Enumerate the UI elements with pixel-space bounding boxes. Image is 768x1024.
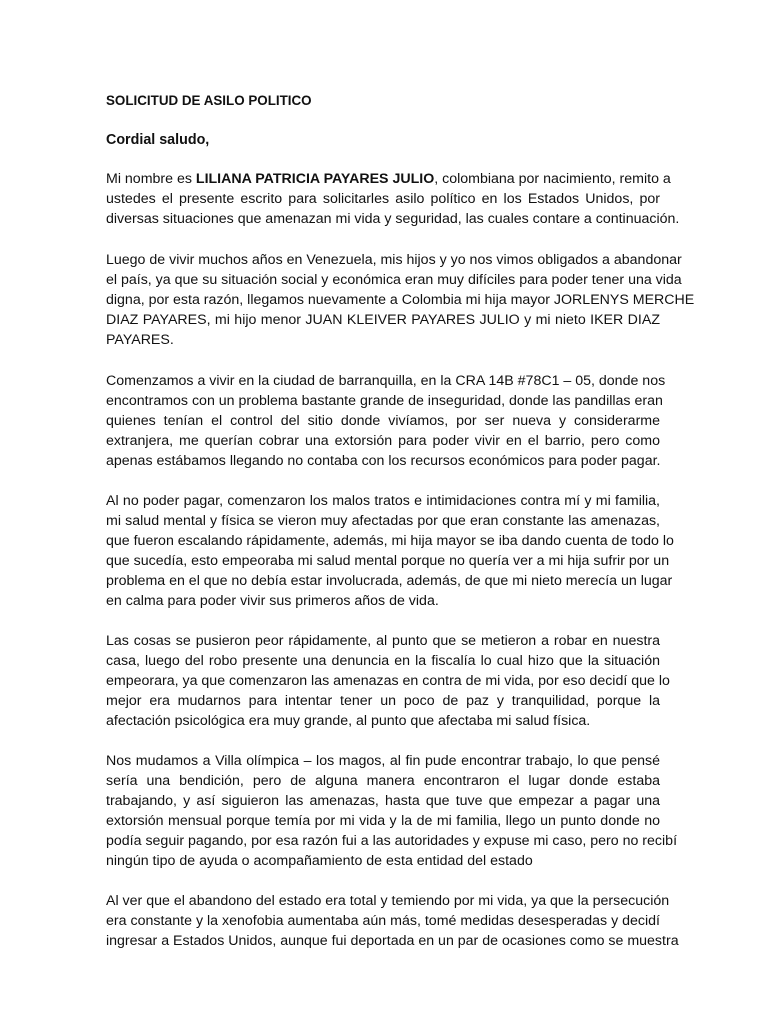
paragraph-threats xyxy=(106,491,674,611)
text-line: Al ver que el abandono del estado era total y temiendo por mi vida, ya que la persecución xyxy=(106,893,670,909)
text-line: empeorara, ya que comenzaron las amenazas en contra de mi vida, por eso decidí que lo xyxy=(106,673,670,689)
text-line: PAYARES. xyxy=(106,332,174,348)
text-line: encontramos con un problema bastante grande de inseguridad, donde las pandillas eran xyxy=(106,393,663,409)
text-line: podía seguir pagando, por esa razón fui a las autoridades y expuse mi caso, pero no recibí xyxy=(106,833,678,849)
text-line: era constante y la xenofobia aumentaba aún más, tomé medidas desesperadas y decidí xyxy=(106,913,660,929)
text-line: sería una bendición, pero de alguna manera encontraron el lugar donde estaba xyxy=(106,773,660,789)
text-line: Luego de vivir muchos años en Venezuela, mis hijos y yo nos vimos obligados a abandonar xyxy=(106,252,682,268)
letter-title: SOLICITUD DE ASILO POLITICO xyxy=(106,93,312,108)
paragraph-venezuela xyxy=(106,250,695,350)
text-line: extorsión mensual porque temía por mi vida y la de mi familia, llego un punto donde no xyxy=(106,813,660,829)
text-line: Las cosas se pusieron peor rápidamente, al punto que se metieron a robar en nuestra xyxy=(106,633,660,649)
paragraph-barranquilla xyxy=(106,371,666,471)
paragraph-united-states xyxy=(106,891,679,951)
text-line: Nos mudamos a Villa olímpica – los magos, al fin pude encontrar trabajo, lo que pensé xyxy=(106,753,660,769)
text-line: Al no poder pagar, comenzaron los malos tratos e intimidaciones contra mí y mi familia, xyxy=(106,493,660,509)
paragraph-robbery xyxy=(106,631,670,731)
letter-body xyxy=(106,91,695,971)
text-line: apenas estábamos llegando no contaba con los recursos económicos para poder pagar. xyxy=(106,453,661,469)
text-line: diversas situaciones que amenazan mi vida y seguridad, las cuales contare a continuación. xyxy=(106,211,680,227)
text-line: digna, por esta razón, llegamos nuevamente a Colombia mi hija mayor JORLENYS MERCHE xyxy=(106,292,695,308)
letter-greeting: Cordial saludo, xyxy=(106,132,210,148)
text-line: DIAZ PAYARES, mi hijo menor JUAN KLEIVER PAYARES JULIO y mi nieto IKER DIAZ xyxy=(106,312,660,328)
text-line: quienes tenían el control del sitio donde vivíamos, por ser nueva y considerarme xyxy=(106,413,660,429)
text-line: problema en el que no debía estar involucrada, además, de que mi nieto merecía un lugar xyxy=(106,573,673,589)
text-line: mi salud mental y física se vieron muy afectadas por que eran constante las amenazas, xyxy=(106,513,660,529)
text-line: que sucedía, esto empeoraba mi salud mental porque no quería ver a mi hija sufrir por un xyxy=(106,553,670,569)
text-line: en calma para poder vivir sus primeros años de vida. xyxy=(106,593,439,609)
text-line: ustedes el presente escrito para solicitarles asilo político en los Estados Unidos, por xyxy=(106,191,660,207)
intro-prefix: Mi nombre es xyxy=(106,171,192,187)
intro-suffix: , colombiana por nacimiento, remito a xyxy=(434,171,671,187)
text-line: casa, luego del robo presente una denuncia en la fiscalía lo cual hizo que la situación xyxy=(106,653,660,669)
paragraph-villa-olimpica xyxy=(106,751,678,871)
text-line: mejor era mudarnos para intentar tener un poco de paz y tranquilidad, porque la xyxy=(106,693,660,709)
text-line: ingresar a Estados Unidos, aunque fui deportada en un par de ocasiones como se muestra xyxy=(106,933,679,949)
text-line: afectación psicológica era muy grande, al punto que afectaba mi salud física. xyxy=(106,713,591,729)
text-line: extranjera, me querían cobrar una extorsión para poder vivir en el barrio, pero como xyxy=(106,433,660,449)
text-line: ningún tipo de ayuda o acompañamiento de esta entidad del estado xyxy=(106,853,533,869)
text-line xyxy=(106,169,671,189)
paragraph-introduction xyxy=(106,169,680,229)
text-line: el país, ya que su situación social y económica eran muy difíciles para poder tener una vida xyxy=(106,272,682,288)
text-line: que fueron escalando rápidamente, además, mi hija mayor se iba dando cuenta de todo lo xyxy=(106,533,674,549)
text-line: trabajando, y así siguieron las amenazas, hasta que tuve que empezar a pagar una xyxy=(106,793,660,809)
applicant-name: LILIANA PATRICIA PAYARES JULIO xyxy=(195,171,435,187)
text-line: Comenzamos a vivir en la ciudad de barranquilla, en la CRA 14B #78C1 – 05, donde nos xyxy=(106,373,666,389)
